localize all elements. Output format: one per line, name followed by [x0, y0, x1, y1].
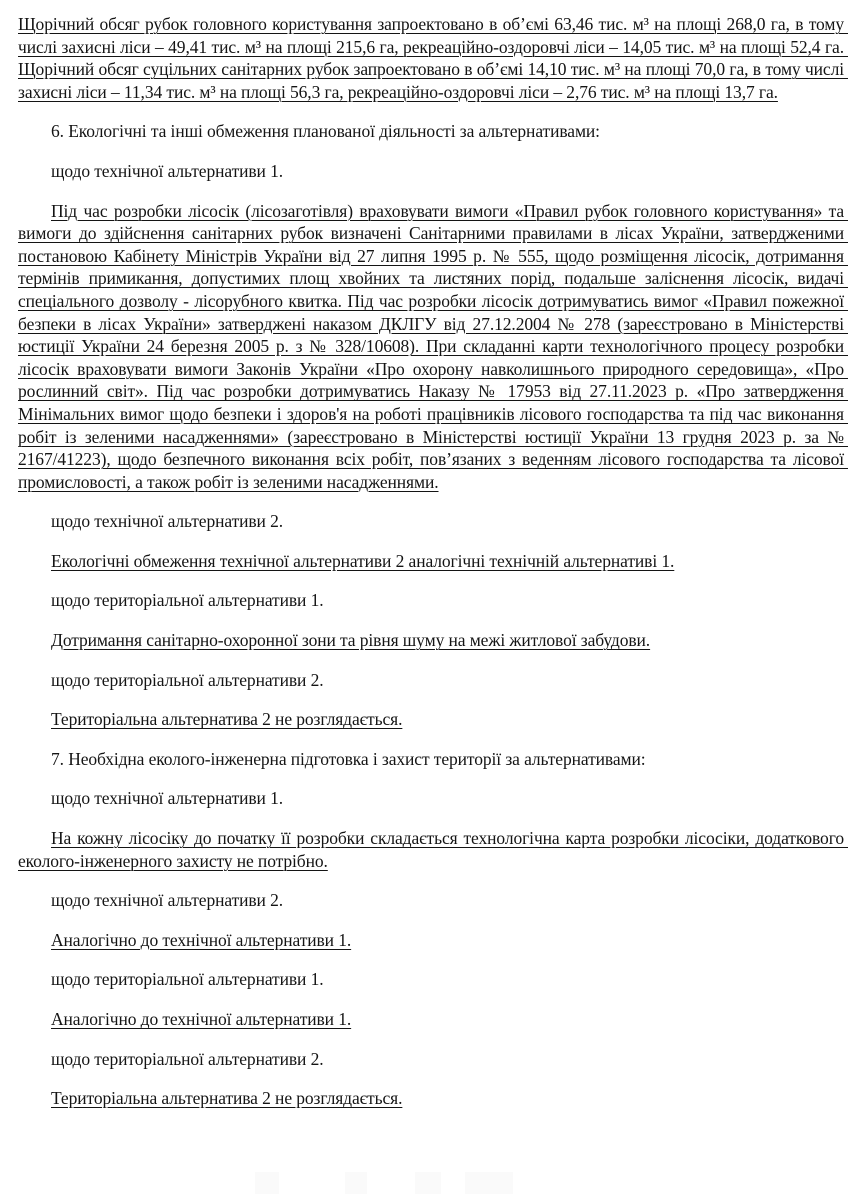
paragraph-section-7-heading: 7. Необхідна еколого-інженерна підготовка і захист території за альтернативами: — [51, 748, 646, 769]
paragraph-re-technical-alternative-1: щодо технічної альтернативи 1. — [51, 160, 284, 181]
scan-noise-artifact — [255, 1172, 565, 1194]
paragraph-re-technical-alternative-2-sec7: щодо технічної альтернативи 2. — [51, 890, 284, 911]
paragraph-section-6-heading: 6. Екологічні та інші обмеження планованої діяльності за альтернативами: — [51, 121, 600, 142]
paragraph-technical-alternative-1-limitations: Під час розробки лісосік (лісозаготівля) враховувати вимоги «Правил рубок головного користування» та вимоги до здійснення санітарних рубок визначені Санітарними правилами в лісах України, затвердженими постановою Кабінету Міністрів України від 27 липня 1995 р. № 555, щодо розміщення лісосік, дотримання термінів примикання, допустимих площ хвойних та листяних порід, подальше заліснення лісосік, видачі спеціального дозволу - лісорубного квитка. Під час розробки лісосік дотримуватись вимог «Правил пожежної безпеки в лісах України» затверджені наказом ДКЛГУ від 27.12.2004 № 278 (зареєстровано в Міністерстві юстиції України 24 березня 2005 р. з № 328/10608). При складанні карти технологічного процесу розробки лісосік враховувати вимоги Законів України «Про охорону навколишнього природного середовища», «Про рослинний світ». Під час розробки дотримуватись Наказу № 17953 від 27.11.2023 р. «Про затвердження Мінімальних вимог щодо безпеки і здоров'я на роботі працівників лісового господарства та під час виконання робіт із зеленими насадженнями» (зареєстровано в Міністерстві юстиції України 13 грудня 2023 р. за № 2167/41223), щодо безпечного виконання всіх робіт, пов’язаних з веденням лісового господарства та лісової промисловості, а також робіт із зеленими насадженнями. — [18, 200, 848, 492]
paragraph-territorial-alternative-1-engineering: Аналогічно до технічної альтернативи 1. — [51, 1009, 352, 1029]
paragraph-re-territorial-alternative-2: щодо територіальної альтернативи 2. — [51, 669, 324, 690]
paragraph-technical-alternative-2-engineering: Аналогічно до технічної альтернативи 1. — [51, 929, 352, 950]
paragraph-re-territorial-alternative-1: щодо територіальної альтернативи 1. — [51, 590, 324, 611]
paragraph-re-territorial-alternative-2-sec7: щодо територіальної альтернативи 2. — [51, 1048, 324, 1069]
paragraph-territorial-alternative-2-engineering: Територіальна альтернатива 2 не розглядається. — [51, 1088, 403, 1109]
paragraph-re-territorial-alternative-1-sec7: щодо територіальної альтернативи 1. — [51, 969, 324, 990]
paragraph-re-technical-alternative-1-sec7: щодо технічної альтернативи 1. — [51, 788, 284, 809]
paragraph-re-technical-alternative-2: щодо технічної альтернативи 2. — [51, 511, 284, 532]
paragraph-territorial-alternative-2-limitations: Територіальна альтернатива 2 не розглядається. — [51, 709, 403, 730]
paragraph-technical-alternative-2-limitations: Екологічні обмеження технічної альтернативи 2 аналогічні технічній альтернативі 1. — [51, 550, 675, 571]
paragraph-technical-alternative-1-engineering: На кожну лісосіку до початку її розробки складається технологічна карта розробки лісосіки, додаткового еколого-інженерного захисту не потрібно. — [18, 828, 848, 871]
document-text-block — [18, 13, 848, 1127]
paragraph-territorial-alternative-1-limitations: Дотримання санітарно-охоронної зони та рівня шуму на межі житлової забудови. — [51, 630, 651, 651]
paragraph-annual-felling-volumes: Щорічний обсяг рубок головного користування запроектовано в об’ємі 63,46 тис. м³ на площі 268,0 га, в тому числі захисні ліси – 49,41 тис. м³ на площі 215,6 га, рекреаційно-оздоровчі ліси – 14,05 тис. м³ на площі 52,4 га. Щорічний обсяг суцільних санітарних рубок запроектовано в об’ємі 14,10 тис. м³ на площі 70,0 га, в тому числі захисні ліси – 11,34 тис. м³ на площі 56,3 га, рекреаційно-оздоровчі ліси – 2,76 тис. м³ на площі 13,7 га. — [18, 14, 848, 102]
